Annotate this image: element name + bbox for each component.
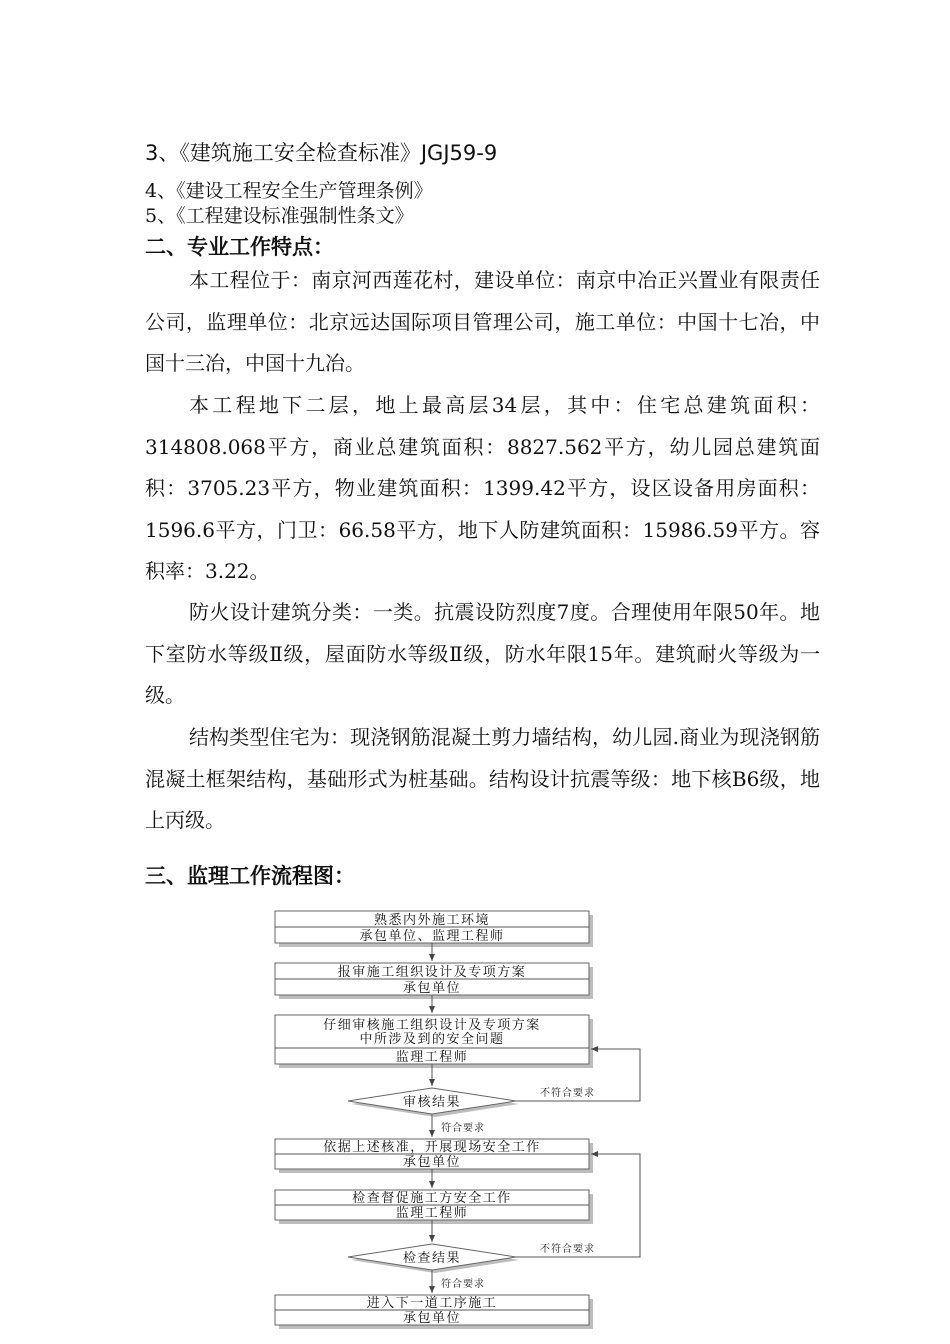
paragraph-structure-type: 结构类型住宅为：现浇钢筋混凝土剪力墙结构，幼儿园.商业为现浇钢筋混凝土框架结构，基础形式为桩基础。结构设计抗震等级：地下核B6级，地上丙级。 [145, 725, 820, 832]
flow-step-1-main: 熟悉内外施工环境 [373, 913, 491, 928]
flow-decision-2-label: 检查结果 [402, 1251, 462, 1266]
flow-step-3-sub: 监理工程师 [395, 1050, 469, 1065]
paragraph-project-location: 本工程位于：南京河西莲花村，建设单位：南京中冶正兴置业有限责任公司，监理单位：北京远达国际项目管理公司，施工单位：中国十七冶，中国十三冶，中国十九冶。 [145, 268, 820, 375]
flow-decision-1-label: 审核结果 [402, 1095, 462, 1110]
flow-step-2-main: 报审施工组织设计及专项方案 [337, 965, 527, 980]
flow-step-3-main-line1: 仔细审核施工组织设计及专项方案 [323, 1018, 541, 1033]
flow-step-6 [275, 1295, 593, 1329]
flow-step-5-main: 检查督促施工方安全工作 [352, 1191, 512, 1206]
section-heading-work-characteristics: 二、专业工作特点： [145, 235, 334, 259]
flow-step-2 [275, 963, 593, 999]
flow-fail-label-1: 不符合要求 [540, 1088, 595, 1099]
flow-step-4-main: 依据上述核准，开展现场安全工作 [323, 1140, 541, 1155]
reference-item: 4、《建设工程安全生产管理条例》 [145, 180, 433, 202]
flow-step-1 [275, 911, 593, 947]
flow-step-5 [275, 1190, 593, 1224]
flow-step-3-main-line2: 中所涉及到的安全问题 [359, 1032, 505, 1047]
section-heading-flowchart: 三、监理工作流程图： [145, 864, 355, 888]
flow-fail-label-2: 不符合要求 [540, 1244, 595, 1255]
flow-decision-2 [348, 1244, 519, 1273]
flow-step-1-sub: 承包单位、监理工程师 [359, 929, 505, 944]
paragraph-building-areas: 本工程地下二层，地上最高层34层，其中：住宅总建筑面积：314808.068平方，商业总建筑面积：8827.562平方，幼儿园总建筑面积：3705.23平方，物业建筑面积：1399.42平方，设区设备用房面积：1596.6平方，门卫：66.58平方，地下人防建筑面积：15986.59平方。容积率：3.22。 [145, 393, 820, 583]
reference-item: 5、《工程建设标准强制性条文》 [145, 205, 414, 227]
flow-step-4 [275, 1139, 593, 1173]
flow-pass-label-1: 符合要求 [441, 1123, 485, 1134]
flow-step-2-sub: 承包单位 [402, 981, 462, 996]
flow-step-6-main: 进入下一道工序施工 [366, 1296, 498, 1311]
flow-decision-1 [348, 1088, 519, 1117]
reference-item: 3、《建筑施工安全检查标准》JGJ59-9 [145, 141, 498, 165]
paragraph-fire-seismic: 防火设计建筑分类：一类。抗震设防烈度7度。合理使用年限50年。地下室防水等级Ⅱ级，屋面防水等级Ⅱ级，防水年限15年。建筑耐火等级为一级。 [145, 600, 820, 707]
flow-pass-label-2: 符合要求 [441, 1279, 485, 1290]
flow-step-4-sub: 承包单位 [402, 1155, 462, 1170]
flow-step-3 [275, 1015, 593, 1068]
flow-step-5-sub: 监理工程师 [395, 1206, 469, 1221]
flow-step-6-sub: 承包单位 [402, 1311, 462, 1326]
